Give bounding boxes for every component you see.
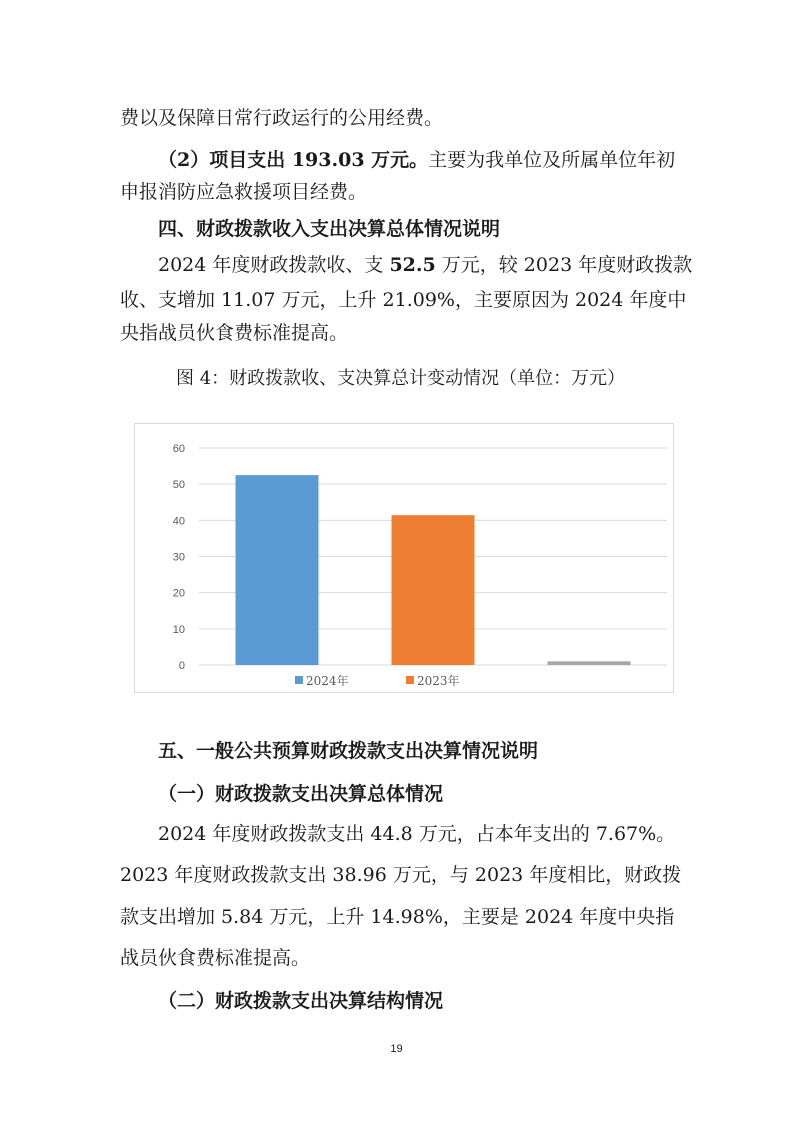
- section-heading: 四、财政拨款收入支出决算总体情况说明: [158, 218, 501, 240]
- paragraph-line: [158, 147, 675, 173]
- legend-swatch: [406, 676, 414, 684]
- paragraph-line: [158, 252, 692, 278]
- y-tick-label: 10: [172, 623, 185, 636]
- bar: [392, 515, 475, 665]
- paragraph-line: 战员伙食费标准提高。: [120, 947, 311, 969]
- legend-label: 2023年: [417, 674, 460, 688]
- bold-value: 52.5: [389, 254, 436, 276]
- legend-label: 2024年: [306, 674, 349, 688]
- paragraph-line: 2024 年度财政拨款支出 44.8 万元，占本年支出的 7.67%。: [158, 823, 676, 845]
- paragraph-line: 央指战员伙食费标准提高。: [120, 322, 349, 344]
- y-tick-label: 20: [172, 587, 185, 600]
- legend-swatch: [295, 676, 303, 684]
- text-span: 万元，较 2023 年度财政拨款: [435, 254, 693, 276]
- text-span: 主要为我单位及所属单位年初: [428, 149, 676, 171]
- text-span: 2024 年度财政拨款收、支: [158, 254, 390, 276]
- paragraph-line: 收、支增加 11.07 万元，上升 21.09%，主要原因为 2024 年度中: [120, 289, 687, 311]
- paragraph-line: 费以及保障日常行政运行的公用经费。: [120, 107, 444, 129]
- chart-svg: [135, 424, 673, 692]
- paragraph-line: 申报消防应急救援项目经费。: [120, 181, 368, 203]
- figure-caption: 图 4：财政拨款收、支决算总计变动情况（单位：万元）: [176, 368, 626, 389]
- y-tick-label: 40: [172, 515, 185, 528]
- subsection-heading: （一）财政拨款支出决算总体情况: [158, 783, 444, 805]
- bold-phrase: （2）项目支出 193.03 万元。: [158, 149, 429, 171]
- y-tick-label: 0: [178, 660, 185, 672]
- bar: [236, 475, 319, 665]
- bar-chart: [134, 423, 674, 693]
- paragraph-line: 2023 年度财政拨款支出 38.96 万元，与 2023 年度相比，财政拨: [120, 864, 682, 886]
- y-tick-label: 60: [172, 443, 185, 455]
- y-tick-label: 30: [172, 551, 185, 564]
- paragraph-line: 款支出增加 5.84 万元，上升 14.98%，主要是 2024 年度中央指: [120, 906, 675, 928]
- bar: [548, 661, 631, 665]
- page-number: 19: [390, 1043, 403, 1055]
- section-heading: 五、一般公共预算财政拨款支出决算情况说明: [158, 740, 539, 762]
- subsection-heading: （二）财政拨款支出决算结构情况: [158, 990, 444, 1012]
- y-tick-label: 50: [172, 479, 185, 492]
